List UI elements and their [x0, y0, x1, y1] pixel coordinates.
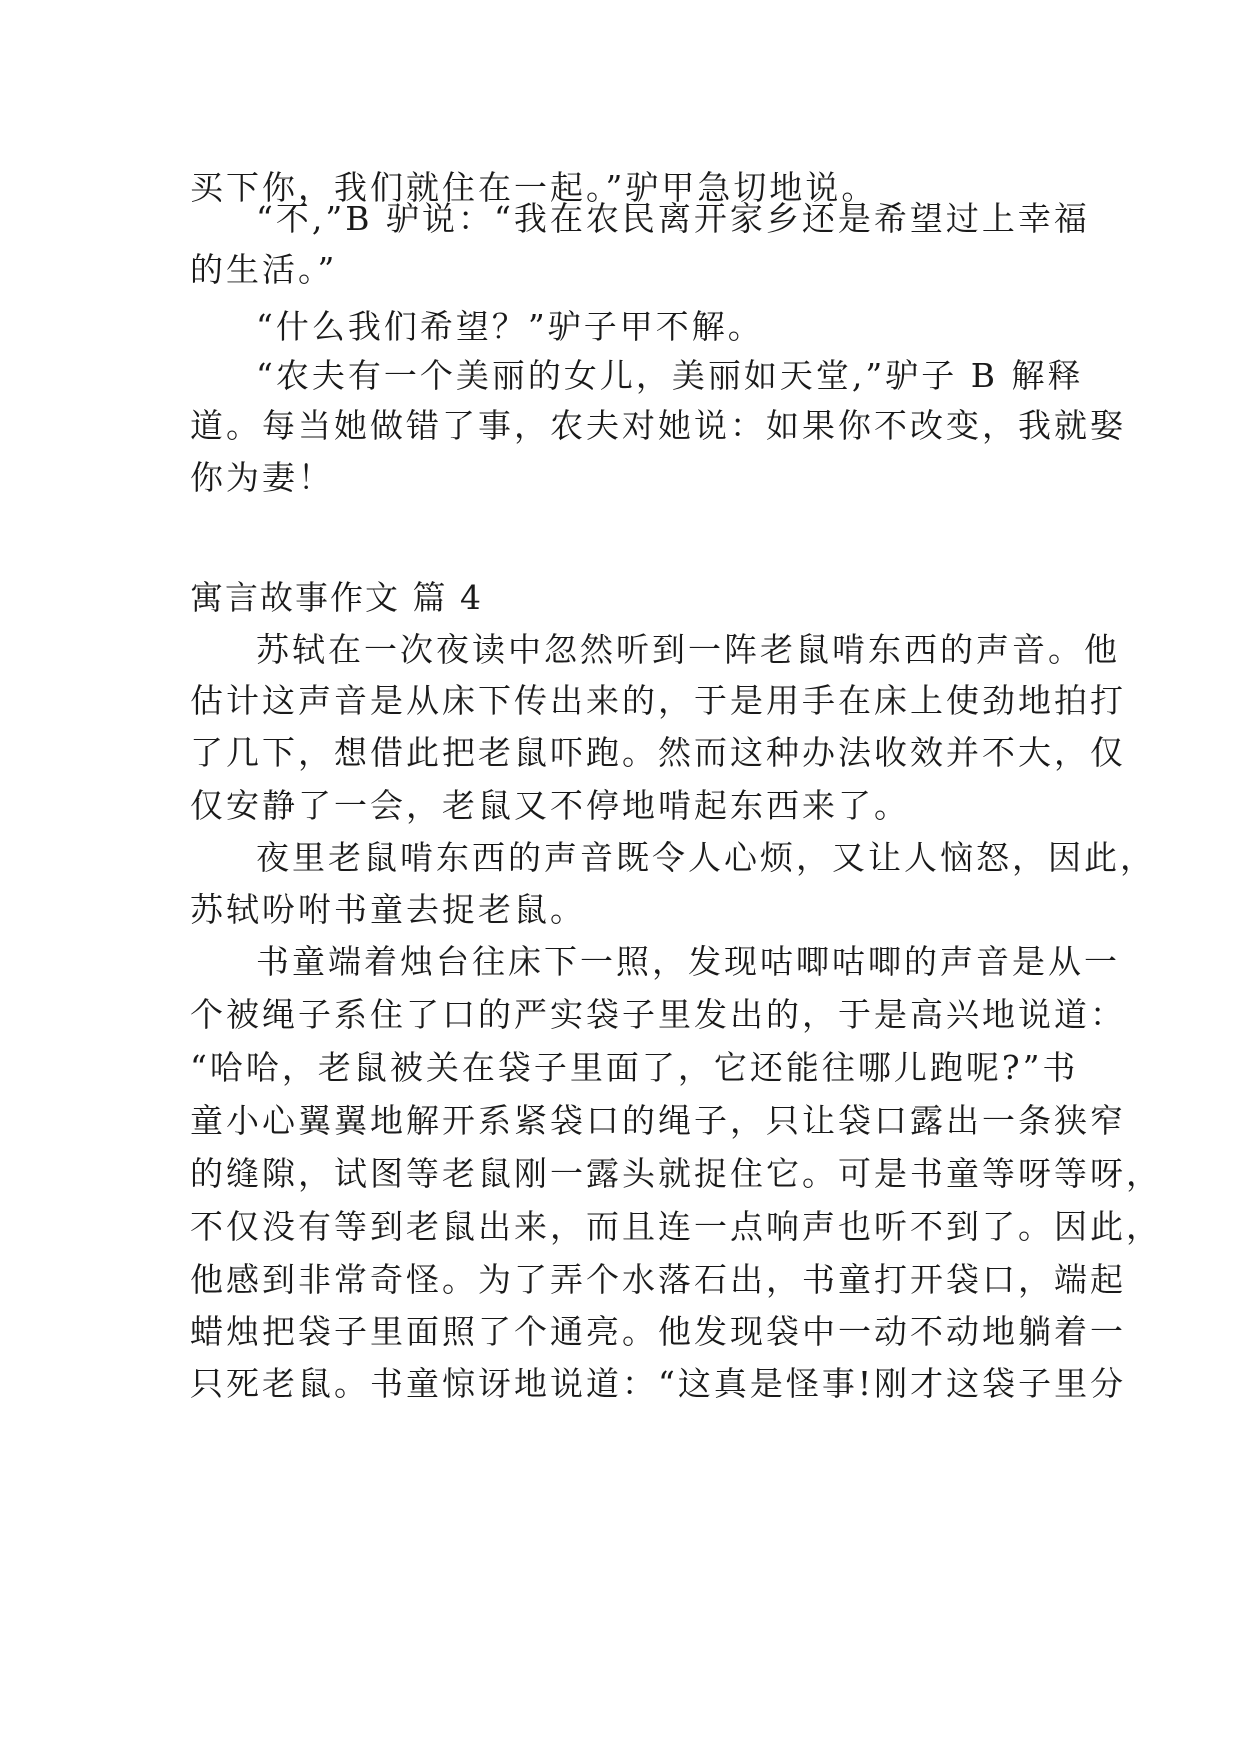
paragraph-line: 苏轼吩咐书童去捉老鼠。 — [190, 890, 586, 929]
paragraph-line: 道。每当她做错了事，农夫对她说：如果你不改变，我就娶 — [190, 406, 1126, 445]
paragraph-line: 只死老鼠。书童惊讶地说道：“这真是怪事!刚才这袋子里分 — [190, 1364, 1127, 1403]
paragraph-line: 的缝隙，试图等老鼠刚一露头就捉住它。可是书童等呀等呀， — [190, 1154, 1162, 1193]
paragraph-line: “农夫有一个美丽的女儿，美丽如天堂,”驴子 B 解释 — [256, 356, 1084, 395]
paragraph-line: 的生活。” — [190, 250, 338, 289]
paragraph-line: 童小心翼翼地解开系紧袋口的绳子，只让袋口露出一条狭窄 — [190, 1101, 1126, 1140]
paragraph-line: “什么我们希望？”驴子甲不解。 — [256, 307, 764, 346]
paragraph-line: “哈哈，老鼠被关在袋子里面了，它还能往哪儿跑呢?”书 — [190, 1048, 1079, 1087]
paragraph-line: 了几下，想借此把老鼠吓跑。然而这种办法收效并不大，仅 — [190, 733, 1126, 772]
section-heading: 寓言故事作文 篇 4 — [190, 578, 483, 617]
paragraph-line: 他感到非常奇怪。为了弄个水落石出，书童打开袋口，端起 — [190, 1260, 1126, 1299]
paragraph-line: 买下你，我们就住在一起。”驴甲急切地说。 — [190, 168, 878, 207]
paragraph-line: 个被绳子系住了口的严实袋子里发出的，于是高兴地说道： — [190, 995, 1126, 1034]
paragraph-line: 蜡烛把袋子里面照了个通亮。他发现袋中一动不动地躺着一 — [190, 1312, 1126, 1351]
paragraph-line: “不,”B 驴说：“我在农民离开家乡还是希望过上幸福 — [256, 199, 1090, 238]
paragraph-line: 估计这声音是从床下传出来的，于是用手在床上使劲地拍打 — [190, 681, 1126, 720]
paragraph-line: 你为妻！ — [190, 458, 334, 497]
paragraph-line: 夜里老鼠啃东西的声音既令人心烦，又让人恼怒，因此， — [256, 838, 1156, 877]
paragraph-line: 不仅没有等到老鼠出来，而且连一点响声也听不到了。因此， — [190, 1207, 1162, 1246]
paragraph-line: 仅安静了一会，老鼠又不停地啃起东西来了。 — [190, 786, 910, 825]
paragraph-line: 书童端着烛台往床下一照，发现咕唧咕唧的声音是从一 — [256, 942, 1120, 981]
paragraph-line: 苏轼在一次夜读中忽然听到一阵老鼠啃东西的声音。他 — [256, 630, 1120, 669]
